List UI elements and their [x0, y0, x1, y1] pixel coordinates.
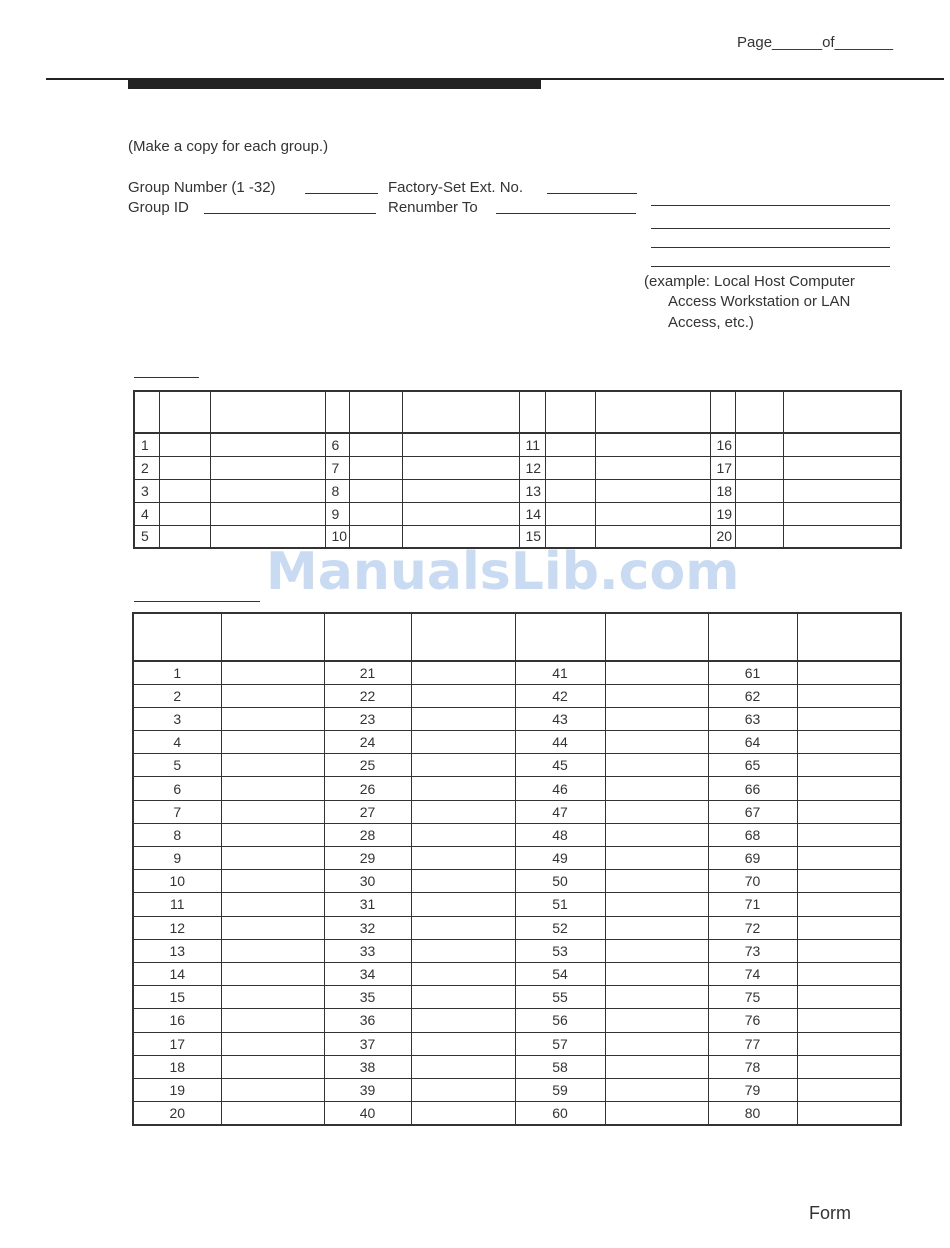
ext-table-header	[133, 613, 901, 661]
example-note-line: (example: Local Host Computer	[644, 273, 855, 290]
table-row	[133, 1032, 901, 1055]
example-note-line: Access, etc.)	[668, 314, 754, 331]
entry-cell[interactable]	[411, 1102, 515, 1125]
entry-cell[interactable]	[797, 870, 901, 893]
extension-number: 43	[515, 707, 605, 730]
port-number: 9	[325, 502, 349, 525]
entry-cell[interactable]	[210, 433, 325, 456]
entry-cell[interactable]	[159, 456, 210, 479]
extension-number: 37	[324, 1032, 411, 1055]
table-row	[133, 893, 901, 916]
entry-cell[interactable]	[735, 502, 783, 525]
entry-cell[interactable]	[411, 939, 515, 962]
port-number: 16	[710, 433, 735, 456]
extension-number: 14	[133, 962, 221, 985]
extension-number: 71	[708, 893, 797, 916]
extension-number: 58	[515, 1055, 605, 1078]
extension-number: 20	[133, 1102, 221, 1125]
description-blank-line[interactable]	[651, 205, 890, 206]
header-cell	[349, 391, 402, 433]
entry-cell[interactable]	[605, 847, 708, 870]
table-row	[134, 502, 901, 525]
entry-cell[interactable]	[221, 661, 324, 684]
extension-number: 51	[515, 893, 605, 916]
extension-number: 32	[324, 916, 411, 939]
header-cell	[783, 391, 901, 433]
extension-number: 1	[133, 661, 221, 684]
entry-cell[interactable]	[402, 456, 519, 479]
header-cell	[411, 613, 515, 661]
extension-number: 54	[515, 962, 605, 985]
extension-number: 80	[708, 1102, 797, 1125]
extension-number: 5	[133, 754, 221, 777]
table-row	[134, 456, 901, 479]
table-row	[133, 962, 901, 985]
extension-number: 53	[515, 939, 605, 962]
entry-cell[interactable]	[735, 479, 783, 502]
port-number: 5	[134, 525, 159, 548]
table-row	[133, 1078, 901, 1101]
entry-cell[interactable]	[797, 1055, 901, 1078]
port-number: 11	[519, 433, 545, 456]
header-cell	[708, 613, 797, 661]
extension-number: 67	[708, 800, 797, 823]
description-blank-line[interactable]	[651, 228, 890, 229]
entry-cell[interactable]	[349, 479, 402, 502]
extension-number: 35	[324, 986, 411, 1009]
entry-cell[interactable]	[221, 939, 324, 962]
entry-cell[interactable]	[221, 800, 324, 823]
extension-number: 52	[515, 916, 605, 939]
port-number: 6	[325, 433, 349, 456]
header-cell	[159, 391, 210, 433]
entry-cell[interactable]	[221, 847, 324, 870]
extension-number: 24	[324, 731, 411, 754]
extension-number: 6	[133, 777, 221, 800]
port-number: 3	[134, 479, 159, 502]
entry-cell[interactable]	[411, 684, 515, 707]
port-number: 15	[519, 525, 545, 548]
entry-cell[interactable]	[210, 479, 325, 502]
entry-cell[interactable]	[595, 502, 710, 525]
ports-table-heading-stub	[134, 377, 199, 378]
entry-cell[interactable]	[411, 800, 515, 823]
entry-cell[interactable]	[797, 893, 901, 916]
extension-number: 70	[708, 870, 797, 893]
extension-number: 2	[133, 684, 221, 707]
extension-number: 23	[324, 707, 411, 730]
extension-number: 3	[133, 707, 221, 730]
table-row	[133, 870, 901, 893]
entry-cell[interactable]	[221, 1032, 324, 1055]
extension-number: 15	[133, 986, 221, 1009]
header-cell	[605, 613, 708, 661]
extension-number: 18	[133, 1055, 221, 1078]
extension-number: 75	[708, 986, 797, 1009]
table-row	[133, 800, 901, 823]
extension-number: 11	[133, 893, 221, 916]
example-note-line: Access Workstation or LAN	[668, 293, 851, 310]
extension-number: 79	[708, 1078, 797, 1101]
header-cell	[595, 391, 710, 433]
table-row	[133, 731, 901, 754]
entry-cell[interactable]	[411, 661, 515, 684]
extensions-table	[132, 612, 902, 1126]
port-number: 4	[134, 502, 159, 525]
header-title-bar	[128, 80, 541, 89]
extension-number: 38	[324, 1055, 411, 1078]
renumber-to-label: Renumber To	[388, 199, 478, 216]
extension-number: 40	[324, 1102, 411, 1125]
entry-cell[interactable]	[349, 433, 402, 456]
entry-cell[interactable]	[797, 661, 901, 684]
entry-cell[interactable]	[545, 433, 595, 456]
entry-cell[interactable]	[411, 916, 515, 939]
entry-cell[interactable]	[159, 479, 210, 502]
entry-cell[interactable]	[411, 754, 515, 777]
table-row	[133, 707, 901, 730]
entry-cell[interactable]	[210, 456, 325, 479]
entry-cell[interactable]	[797, 1032, 901, 1055]
entry-cell[interactable]	[797, 847, 901, 870]
entry-cell[interactable]	[411, 870, 515, 893]
header-cell	[519, 391, 545, 433]
port-number: 17	[710, 456, 735, 479]
entry-cell[interactable]	[797, 731, 901, 754]
extension-number: 62	[708, 684, 797, 707]
port-number: 2	[134, 456, 159, 479]
extension-number: 50	[515, 870, 605, 893]
entry-cell[interactable]	[595, 456, 710, 479]
header-cell	[710, 391, 735, 433]
entry-cell[interactable]	[605, 754, 708, 777]
port-number: 18	[710, 479, 735, 502]
extension-number: 33	[324, 939, 411, 962]
entry-cell[interactable]	[159, 525, 210, 548]
entry-cell[interactable]	[411, 707, 515, 730]
entry-cell[interactable]	[221, 1078, 324, 1101]
extension-number: 77	[708, 1032, 797, 1055]
entry-cell[interactable]	[783, 502, 901, 525]
entry-cell[interactable]	[797, 800, 901, 823]
entry-cell[interactable]	[545, 502, 595, 525]
entry-cell[interactable]	[797, 823, 901, 846]
extension-number: 47	[515, 800, 605, 823]
factory-set-ext-label: Factory-Set Ext. No.	[388, 179, 524, 196]
entry-cell[interactable]	[605, 939, 708, 962]
extension-number: 8	[133, 823, 221, 846]
entry-cell[interactable]	[595, 479, 710, 502]
extension-number: 16	[133, 1009, 221, 1032]
extension-number: 66	[708, 777, 797, 800]
header-cell	[210, 391, 325, 433]
description-blank-line[interactable]	[651, 266, 890, 267]
port-number: 1	[134, 433, 159, 456]
group-number-label: Group Number (1 -32)	[128, 179, 276, 196]
extension-number: 73	[708, 939, 797, 962]
extension-number: 56	[515, 1009, 605, 1032]
extension-number: 4	[133, 731, 221, 754]
entry-cell[interactable]	[221, 754, 324, 777]
header-cell	[545, 391, 595, 433]
entry-cell[interactable]	[735, 456, 783, 479]
entry-cell[interactable]	[402, 479, 519, 502]
entry-cell[interactable]	[221, 916, 324, 939]
extension-number: 45	[515, 754, 605, 777]
entry-cell[interactable]	[605, 777, 708, 800]
extension-number: 55	[515, 986, 605, 1009]
extension-number: 34	[324, 962, 411, 985]
header-cell	[515, 613, 605, 661]
extension-number: 60	[515, 1102, 605, 1125]
ports-table	[133, 390, 902, 549]
entry-cell[interactable]	[605, 1009, 708, 1032]
extension-number: 64	[708, 731, 797, 754]
extension-number: 59	[515, 1078, 605, 1101]
table-row	[133, 986, 901, 1009]
group-id-blank[interactable]	[204, 213, 376, 214]
extension-number: 19	[133, 1078, 221, 1101]
extension-number: 29	[324, 847, 411, 870]
factory-set-ext-blank[interactable]	[547, 193, 637, 194]
entry-cell[interactable]	[797, 777, 901, 800]
entry-cell[interactable]	[159, 433, 210, 456]
extension-number: 44	[515, 731, 605, 754]
entry-cell[interactable]	[735, 433, 783, 456]
extension-number: 21	[324, 661, 411, 684]
port-number: 13	[519, 479, 545, 502]
entry-cell[interactable]	[797, 986, 901, 1009]
entry-cell[interactable]	[605, 1078, 708, 1101]
table-row	[134, 479, 901, 502]
description-blank-line[interactable]	[651, 247, 890, 248]
entry-cell[interactable]	[605, 870, 708, 893]
header-cell	[325, 391, 349, 433]
port-number: 8	[325, 479, 349, 502]
entry-cell[interactable]	[783, 525, 901, 548]
copy-instruction: (Make a copy for each group.)	[128, 138, 329, 155]
entry-cell[interactable]	[783, 456, 901, 479]
extension-number: 65	[708, 754, 797, 777]
extension-number: 68	[708, 823, 797, 846]
header-cell	[221, 613, 324, 661]
entry-cell[interactable]	[605, 731, 708, 754]
entry-cell[interactable]	[411, 777, 515, 800]
entry-cell[interactable]	[797, 1009, 901, 1032]
entry-cell[interactable]	[797, 939, 901, 962]
entry-cell[interactable]	[783, 433, 901, 456]
entry-cell[interactable]	[605, 684, 708, 707]
extension-number: 49	[515, 847, 605, 870]
ext-table-heading-stub	[134, 601, 260, 602]
extension-number: 74	[708, 962, 797, 985]
extension-number: 26	[324, 777, 411, 800]
extension-number: 46	[515, 777, 605, 800]
entry-cell[interactable]	[411, 731, 515, 754]
entry-cell[interactable]	[783, 479, 901, 502]
entry-cell[interactable]	[411, 823, 515, 846]
entry-cell[interactable]	[221, 731, 324, 754]
header-cell	[797, 613, 901, 661]
form-label: Form	[809, 1203, 851, 1223]
table-row	[133, 823, 901, 846]
entry-cell[interactable]	[221, 986, 324, 1009]
entry-cell[interactable]	[221, 1009, 324, 1032]
extension-number: 28	[324, 823, 411, 846]
entry-cell[interactable]	[411, 1078, 515, 1101]
table-row	[133, 661, 901, 684]
entry-cell[interactable]	[221, 823, 324, 846]
page-number-field: Page______of_______	[737, 34, 893, 51]
entry-cell[interactable]	[797, 916, 901, 939]
table-row	[133, 1009, 901, 1032]
extension-number: 22	[324, 684, 411, 707]
extension-number: 12	[133, 916, 221, 939]
entry-cell[interactable]	[221, 684, 324, 707]
table-row	[133, 684, 901, 707]
table-row	[134, 433, 901, 456]
entry-cell[interactable]	[797, 1078, 901, 1101]
entry-cell[interactable]	[210, 502, 325, 525]
port-number: 19	[710, 502, 735, 525]
header-cell	[134, 391, 159, 433]
group-number-blank[interactable]	[305, 193, 378, 194]
entry-cell[interactable]	[605, 893, 708, 916]
table-row	[133, 1102, 901, 1125]
table-row	[133, 1055, 901, 1078]
entry-cell[interactable]	[605, 986, 708, 1009]
entry-cell[interactable]	[402, 433, 519, 456]
ports-table-header	[134, 391, 901, 433]
extension-number: 30	[324, 870, 411, 893]
extension-number: 13	[133, 939, 221, 962]
table-row	[133, 777, 901, 800]
extension-number: 78	[708, 1055, 797, 1078]
extension-number: 57	[515, 1032, 605, 1055]
entry-cell[interactable]	[402, 502, 519, 525]
entry-cell[interactable]	[221, 777, 324, 800]
entry-cell[interactable]	[411, 847, 515, 870]
table-row	[133, 847, 901, 870]
header-cell	[324, 613, 411, 661]
entry-cell[interactable]	[221, 707, 324, 730]
entry-cell[interactable]	[411, 1009, 515, 1032]
extension-number: 9	[133, 847, 221, 870]
extension-number: 36	[324, 1009, 411, 1032]
entry-cell[interactable]	[159, 502, 210, 525]
entry-cell[interactable]	[605, 1055, 708, 1078]
entry-cell[interactable]	[349, 456, 402, 479]
table-row	[133, 939, 901, 962]
extension-number: 76	[708, 1009, 797, 1032]
renumber-to-blank[interactable]	[496, 213, 636, 214]
port-number: 12	[519, 456, 545, 479]
entry-cell[interactable]	[605, 1102, 708, 1125]
entry-cell[interactable]	[605, 962, 708, 985]
entry-cell[interactable]	[221, 870, 324, 893]
port-number: 10	[325, 525, 349, 548]
entry-cell[interactable]	[605, 800, 708, 823]
entry-cell[interactable]	[797, 684, 901, 707]
table-row	[133, 916, 901, 939]
entry-cell[interactable]	[797, 707, 901, 730]
header-cell	[133, 613, 221, 661]
extension-number: 7	[133, 800, 221, 823]
extension-number: 69	[708, 847, 797, 870]
entry-cell[interactable]	[545, 456, 595, 479]
entry-cell[interactable]	[411, 1032, 515, 1055]
table-row	[133, 754, 901, 777]
entry-cell[interactable]	[411, 1055, 515, 1078]
extension-number: 42	[515, 684, 605, 707]
extension-number: 63	[708, 707, 797, 730]
entry-cell[interactable]	[221, 893, 324, 916]
entry-cell[interactable]	[605, 1032, 708, 1055]
extension-number: 41	[515, 661, 605, 684]
entry-cell[interactable]	[595, 433, 710, 456]
entry-cell[interactable]	[411, 986, 515, 1009]
entry-cell[interactable]	[221, 962, 324, 985]
extension-number: 31	[324, 893, 411, 916]
header-cell	[402, 391, 519, 433]
extension-number: 61	[708, 661, 797, 684]
entry-cell[interactable]	[605, 661, 708, 684]
entry-cell[interactable]	[411, 893, 515, 916]
watermark-logo: ManualsLib.com	[266, 542, 740, 602]
entry-cell[interactable]	[797, 754, 901, 777]
extension-number: 72	[708, 916, 797, 939]
extension-number: 10	[133, 870, 221, 893]
port-number: 7	[325, 456, 349, 479]
extension-number: 27	[324, 800, 411, 823]
entry-cell[interactable]	[349, 502, 402, 525]
port-number: 20	[710, 525, 735, 548]
group-id-label: Group ID	[128, 199, 189, 216]
entry-cell[interactable]	[411, 962, 515, 985]
entry-cell[interactable]	[605, 823, 708, 846]
entry-cell[interactable]	[545, 479, 595, 502]
extension-number: 25	[324, 754, 411, 777]
entry-cell[interactable]	[735, 525, 783, 548]
entry-cell[interactable]	[221, 1055, 324, 1078]
entry-cell[interactable]	[605, 916, 708, 939]
extension-number: 39	[324, 1078, 411, 1101]
entry-cell[interactable]	[797, 962, 901, 985]
entry-cell[interactable]	[605, 707, 708, 730]
entry-cell[interactable]	[221, 1102, 324, 1125]
extension-number: 17	[133, 1032, 221, 1055]
header-cell	[735, 391, 783, 433]
port-number: 14	[519, 502, 545, 525]
entry-cell[interactable]	[797, 1102, 901, 1125]
extension-number: 48	[515, 823, 605, 846]
